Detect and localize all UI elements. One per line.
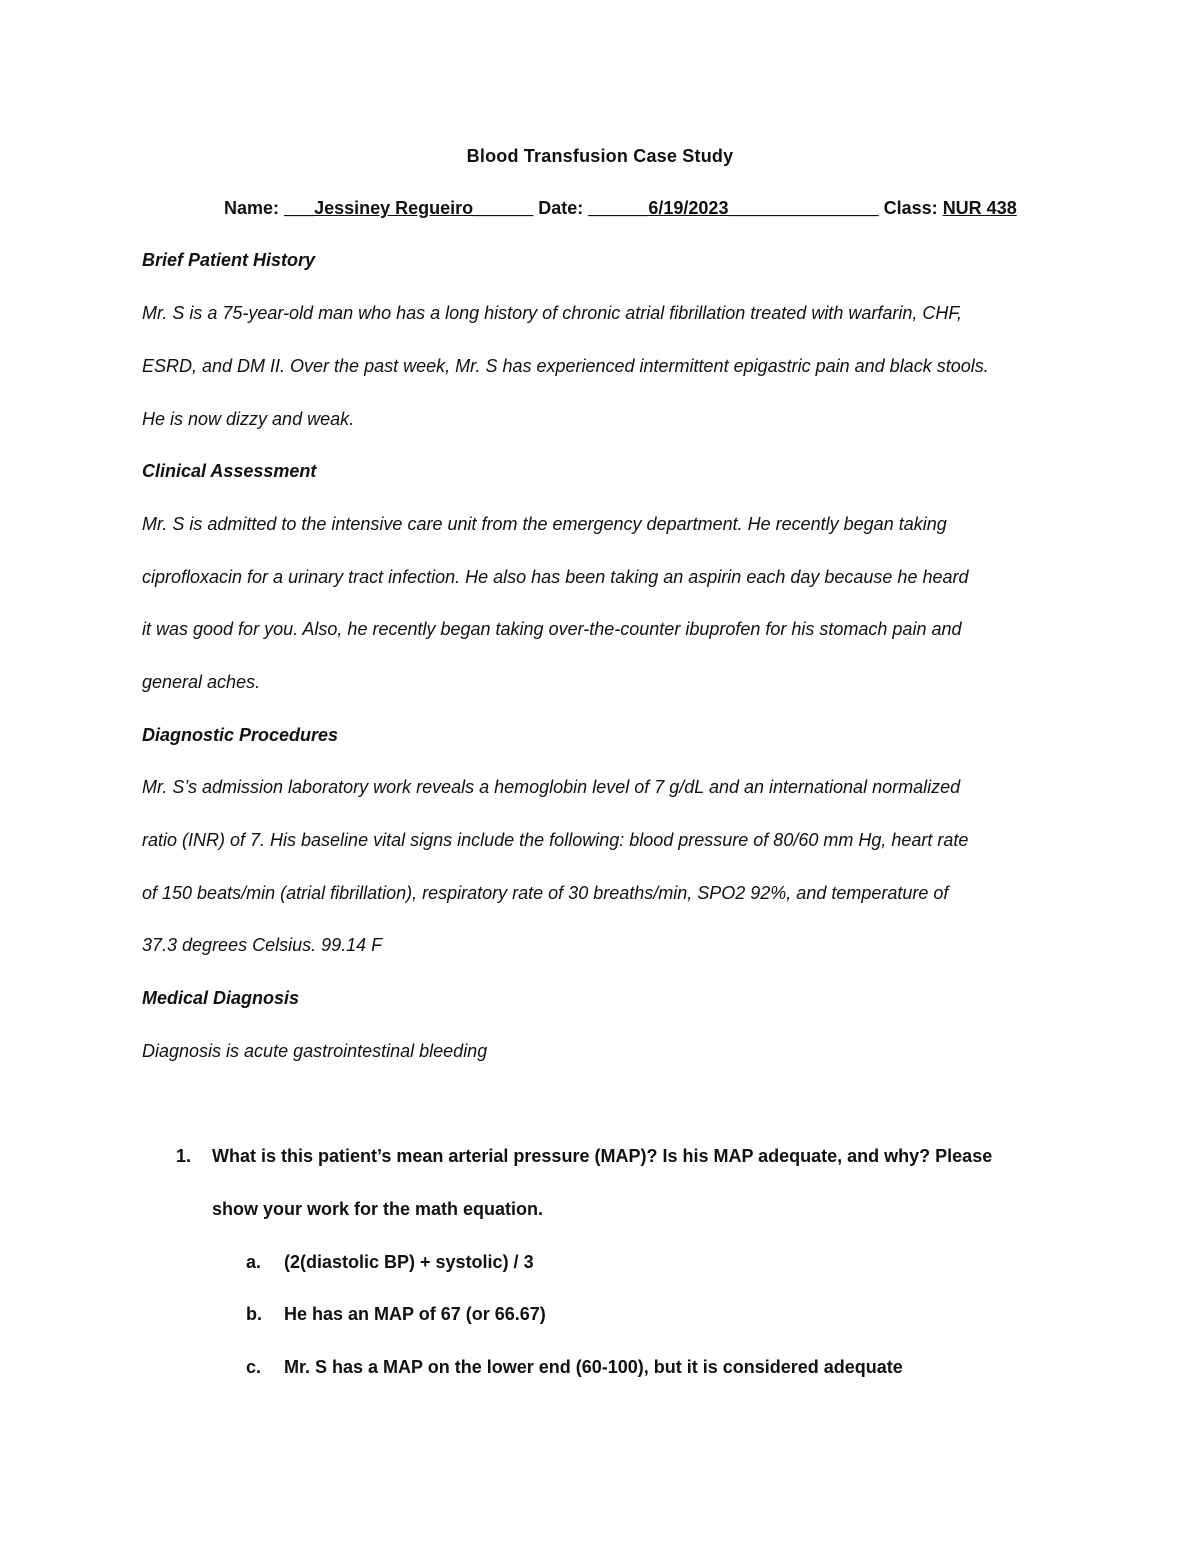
date-value: 6/19/2023	[648, 198, 729, 218]
class-label: Class:	[883, 198, 938, 218]
diagnostics-heading: Diagnostic Procedures	[142, 725, 339, 745]
diagnosis-heading: Medical Diagnosis	[142, 988, 300, 1008]
history-heading: Brief Patient History	[142, 250, 316, 270]
answer-label-a: a.	[246, 1252, 262, 1272]
question-line-2: show your work for the math equation.	[212, 1199, 544, 1219]
assessment-line-1: Mr. S is admitted to the intensive care unit from the emergency department. He recently began taking	[142, 514, 947, 534]
header-info-line	[224, 196, 1064, 220]
answer-label-c: c.	[246, 1357, 262, 1377]
assessment-line-4: general aches.	[142, 672, 261, 692]
document-title: Blood Transfusion Case Study	[466, 146, 734, 166]
assessment-line-3: it was good for you. Also, he recently began taking over-the-counter ibuprofen for his stomach pain and	[142, 619, 962, 639]
diagnostics-line-1: Mr. S’s admission laboratory work reveals a hemoglobin level of 7 g/dL and an international normalized	[142, 777, 961, 797]
answer-label-b: b.	[246, 1304, 262, 1324]
history-line-1: Mr. S is a 75-year-old man who has a long history of chronic atrial fibrillation treated with warfarin, CHF,	[142, 303, 963, 323]
name-field: ___Jessiney Regueiro______	[284, 198, 534, 218]
assessment-line-2: ciprofloxacin for a urinary tract infection. He also has been taking an aspirin each day because he heard	[142, 567, 969, 587]
diagnostics-line-3: of 150 beats/min (atrial fibrillation), respiratory rate of 30 breaths/min, SPO2 92%, and temperature of	[142, 883, 949, 903]
date-label: Date:	[538, 198, 584, 218]
diagnostics-line-4: 37.3 degrees Celsius. 99.14 F	[142, 935, 383, 955]
answer-text-c: Mr. S has a MAP on the lower end (60-100), but it is considered adequate	[284, 1357, 903, 1377]
name-value: Jessiney Regueiro	[314, 198, 474, 218]
question-line-1: What is this patient’s mean arterial pressure (MAP)? Is his MAP adequate, and why? Please	[212, 1146, 993, 1166]
diagnosis-line-1: Diagnosis is acute gastrointestinal bleeding	[142, 1041, 488, 1061]
name-label: Name:	[224, 198, 280, 218]
class-value: NUR 438	[942, 198, 1017, 218]
assessment-heading: Clinical Assessment	[142, 461, 317, 481]
history-line-3: He is now dizzy and weak.	[142, 409, 355, 429]
diagnostics-line-2: ratio (INR) of 7. His baseline vital signs include the following: blood pressure of 80/60 mm Hg, heart rate	[142, 830, 969, 850]
history-line-2: ESRD, and DM II. Over the past week, Mr. S has experienced intermittent epigastric pain and black stools.	[142, 356, 989, 376]
answer-text-a: (2(diastolic BP) + systolic) / 3	[284, 1252, 534, 1272]
answer-text-b: He has an MAP of 67 (or 66.67)	[284, 1304, 546, 1324]
question-number: 1.	[176, 1146, 192, 1166]
date-field: ______6/19/2023_______________	[588, 198, 879, 218]
